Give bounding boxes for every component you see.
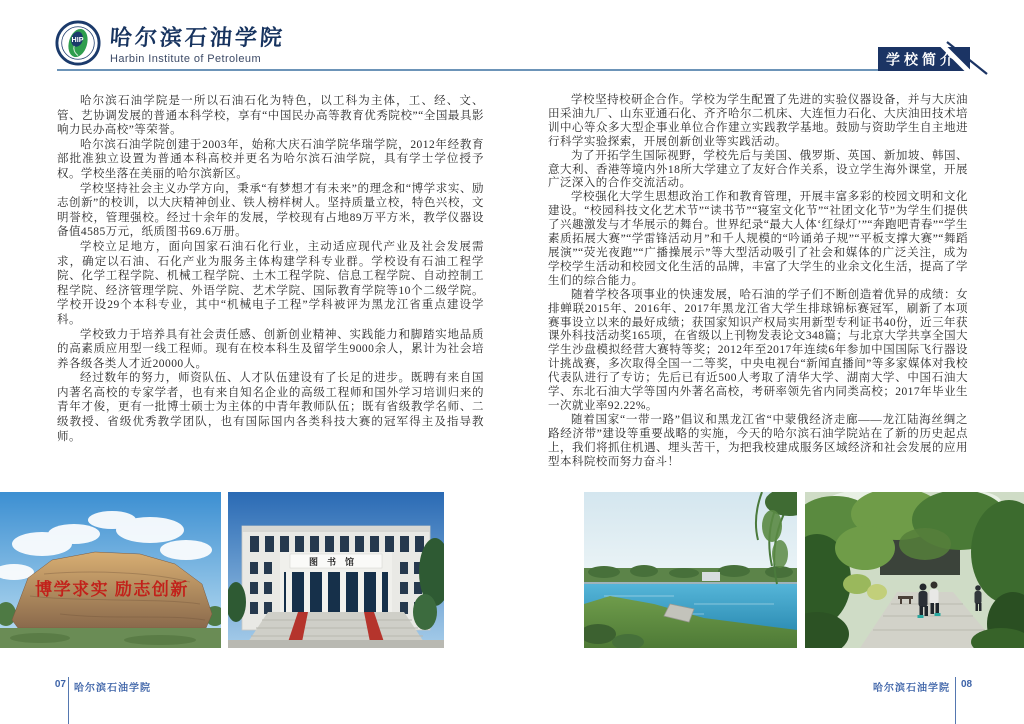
paragraph: 学校强化大学生思想政治工作和教育管理，开展丰富多彩的校园文明和文化建设。“校园科技文化艺术节”“读书节”“寝室文化节”“社团文化节”为学生们提供了兴趣激发与才华展示的舞台。世界纪录“最大人体‘红绿灯’”“奔跑吧青春”“学生素质拓展大赛”“学雷锋活动月”和千人规模的“吟诵弟子规”“平板支撑大赛”“舞蹈展演”“荧光夜跑”“广播操展示”等大型活动吸引了社会和媒体的广泛关注，成为学校学生活动和校园文化生活的品牌，丰富了大学生的业余文化生活，提高了学生们的综合能力。 <box>548 191 968 287</box>
paragraph: 随着学校各项事业的快速发展，哈石油的学子们不断创造着优异的成绩：女排蝉联2015年、2016年、2017年黑龙江省大学生排球锦标赛冠军，刷新了本项赛事设立以来的最好成绩；获国家知识产权局实用新型专利证书40份，近三年获课外科技活动奖165项，在省级以上刊物发表论文348篇；与北京大学共享全国大学生沙盘模拟经营大赛特等奖；2012年至2017年连续6年参加中国国际飞行器设计挑战赛，多次取得全国一二等奖，中央电视台“新闻直播间”等多家媒体对我校代表队进行了专访；先后已有近500人考取了清华大学、湖南大学、中国石油大学、东北石油大学等国内外著名高校，考研率领先省内同类高校；2017年毕业生一次就业率92.22%。 <box>548 288 968 412</box>
school-crest-icon <box>55 20 101 66</box>
campus-lake-photo <box>584 492 797 648</box>
library-building-photo <box>228 492 444 648</box>
paragraph: 哈尔滨石油学院创建于2003年，始称大庆石油学院华瑞学院，2012年经教育部批准独立设置为普通本科高校并更名为哈尔滨石油学院，具有学士学位授予权。学校坐落在美丽的哈尔滨新区。 <box>57 138 484 180</box>
paragraph: 随着国家“一带一路”倡议和黑龙江省“中蒙俄经济走廊——龙江陆海丝绸之路经济带”建设等重要战略的实施，今天的哈尔滨石油学院站在了新的历史起点上，我们将抓住机遇、埋头苦干，为把我校建成服务区域经济和社会发展的应用型本科院校而努力奋斗！ <box>548 413 968 468</box>
school-name-en: Harbin Institute of Petroleum <box>110 53 262 65</box>
paragraph: 经过数年的努力，师资队伍、人才队伍建设有了长足的进步。既聘有来自国内著名高校的专家学者，也有来自知名企业的高级工程师和国外学习培训归来的青年才俊，更有一批博士硕士为主体的中青年教师队伍；既有省级教学名师、二级教授、省级优秀教学团队，也有国际国内各类科技大赛的冠军得主及指导教师。 <box>57 372 484 443</box>
paragraph: 学校坚持校研企合作。学校为学生配置了先进的实验仪器设备，并与大庆油田采油九厂、山东亚通石化、齐齐哈尔二机床、大连恒力石化、大庆油田技术培训中心等众多大型企事业单位合作建立实践教学基地。鼓励与资助学生自主地进行科学实验探索，开展创新创业等实践活动。 <box>548 94 968 148</box>
section-tab-label: 学校简介 <box>886 51 958 68</box>
paragraph: 为了开拓学生国际视野，学校先后与美国、俄罗斯、英国、新加坡、韩国、意大利、香港等境内外18所大学建立了友好合作关系，设立学生海外课堂，开展广泛深入的合作交流活动。 <box>548 149 968 190</box>
motto-calligraphy: 博学求实 励志创新 <box>35 580 189 599</box>
paragraph: 学校坚持社会主义办学方向，秉承“有梦想才有未来”的理念和“博学求实、励志创新”的校训，以大庆精神创业、铁人榜样树人。坚持质量立校，特色兴校，文明誉校，管理强校。经过十余年的发展，学校现有占地89万平方米，教学仪器设备值4585万元，纸质图书69.6万册。 <box>57 182 484 239</box>
left-page-text <box>57 94 484 444</box>
right-footer-divider <box>955 677 956 724</box>
section-tab <box>876 41 1006 77</box>
svg-text:HIP: HIP <box>71 36 84 45</box>
left-footer-divider <box>68 677 69 724</box>
library-sign: 图书馆 <box>308 557 364 567</box>
paragraph: 学校致力于培养具有社会责任感、创新创业精神、实践能力和脚踏实地品质的高素质应用型一线工程师。现有在校本科生及留学生9000余人，累计为社会培养各级各类人才近20000人。 <box>57 328 484 370</box>
school-name-cn: 哈尔滨石油学院 <box>109 25 286 50</box>
right-page-number: 08 <box>961 679 973 690</box>
motto-rock-photo <box>0 492 221 648</box>
logo-text <box>110 21 285 65</box>
school-logo <box>55 20 285 66</box>
campus-path-photo <box>805 492 1024 648</box>
paragraph: 学校立足地方，面向国家石油石化行业，主动适应现代产业及社会发展需求，确定以石油、石化产业为服务主体构建学科专业群。学校设有石油工程学院、化学工程学院、机械工程学院、土木工程学院、信息工程学院、自动控制工程学院、经济管理学院、外语学院、艺术学院、国际教育学院等10个二级学院。学校开设29个本科专业，其中“机械电子工程”学科被评为黑龙江省重点建设学科。 <box>57 240 484 326</box>
header-rule <box>57 69 878 71</box>
left-footer-school-name: 哈尔滨石油学院 <box>74 683 151 694</box>
paragraph: 哈尔滨石油学院是一所以石油石化为特色，以工科为主体，工、经、文、管、艺协调发展的普通本科学校，享有“中国民办高等教育优秀院校”“全国最具影响力民办高校”等荣誉。 <box>57 95 484 137</box>
left-page-number: 07 <box>54 679 66 690</box>
right-page-text <box>548 94 968 469</box>
right-footer-school-name: 哈尔滨石油学院 <box>873 683 950 694</box>
